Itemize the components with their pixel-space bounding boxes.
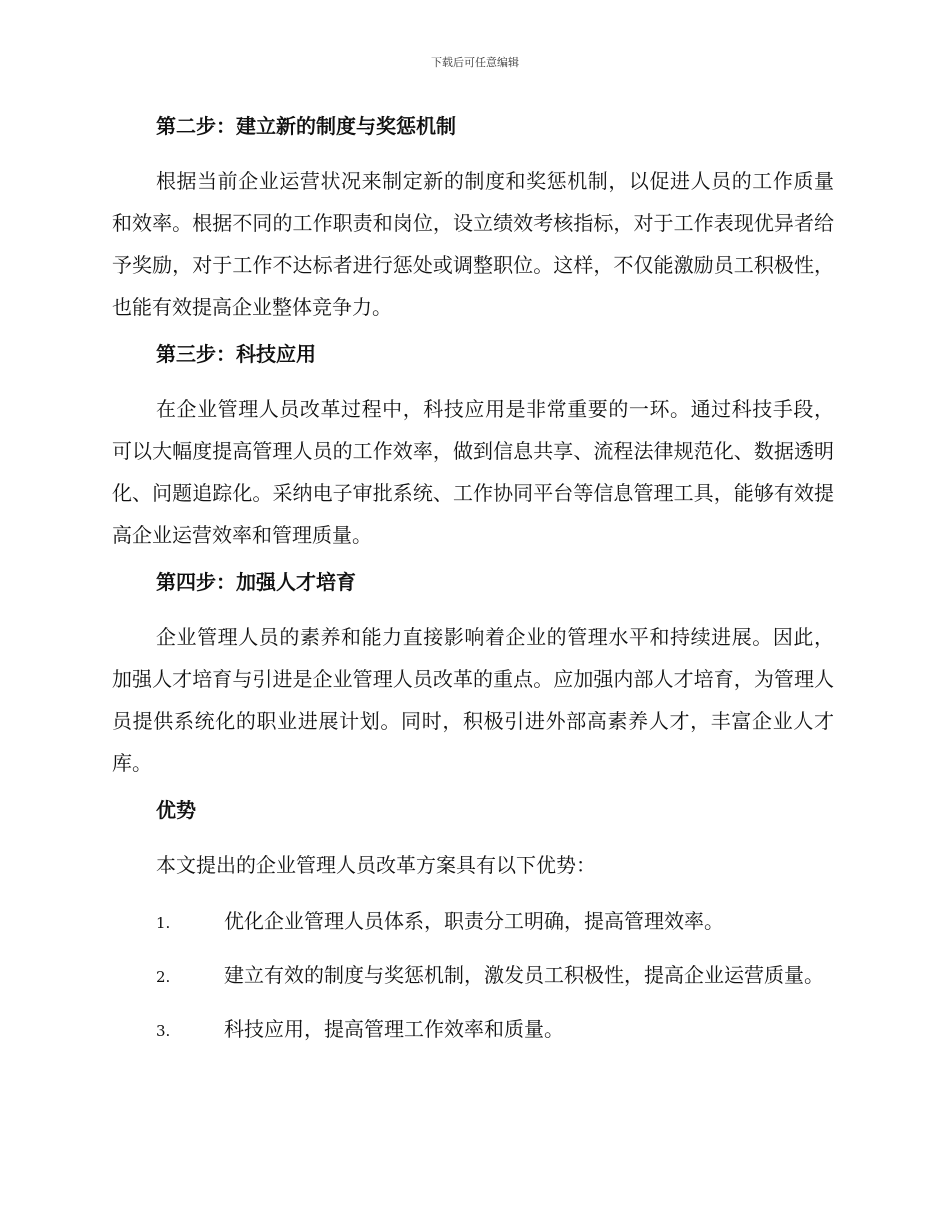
page-header-note: 下载后可任意编辑	[431, 56, 519, 69]
section-heading-step-4: 第四步：加强人才培育	[156, 570, 356, 594]
list-item-text: 科技应用，提高管理工作效率和质量。	[224, 1017, 564, 1041]
list-item-number: 2.	[156, 968, 171, 986]
section-paragraph-step-2: 根据当前企业运营状况来制定新的制度和奖惩机制，以促进人员的工作质量和效率。根据不同的工作职责和岗位，设立绩效考核指标，对于工作表现优异者给予奖励，对于工作不达标者进行惩处或调整职位。这样，不仅能激励员工积极性，也能有效提高企业整体竞争力。	[112, 169, 834, 319]
advantages-intro: 本文提出的企业管理人员改革方案具有以下优势：	[156, 853, 596, 877]
advantage-list-item	[112, 954, 834, 998]
advantage-list-item	[112, 1008, 834, 1052]
section-paragraph-step-4: 企业管理人员的素养和能力直接影响着企业的管理水平和持续进展。因此，加强人才培育与引进是企业管理人员改革的重点。应加强内部人才培育，为管理人员提供系统化的职业进展计划。同时，积极引进外部高素养人才，丰富企业人才库。	[112, 625, 834, 775]
advantage-list-item	[112, 900, 834, 944]
section-heading-step-2: 第二步：建立新的制度与奖惩机制	[156, 114, 456, 138]
section-heading-step-3: 第三步：科技应用	[156, 342, 316, 366]
document-body	[112, 110, 834, 1062]
section-heading-advantages: 优势	[156, 798, 196, 822]
section-paragraph-step-3: 在企业管理人员改革过程中，科技应用是非常重要的一环。通过科技手段，可以大幅度提高管理人员的工作效率，做到信息共享、流程法律规范化、数据透明化、问题追踪化。采纳电子审批系统、工作协同平台等信息管理工具，能够有效提高企业运营效率和管理质量。	[112, 397, 834, 547]
list-item-text: 优化企业管理人员体系，职责分工明确，提高管理效率。	[224, 909, 724, 933]
list-item-number: 3.	[156, 1022, 171, 1040]
list-item-number: 1.	[156, 914, 171, 932]
list-item-text: 建立有效的制度与奖惩机制，激发员工积极性，提高企业运营质量。	[224, 963, 824, 987]
